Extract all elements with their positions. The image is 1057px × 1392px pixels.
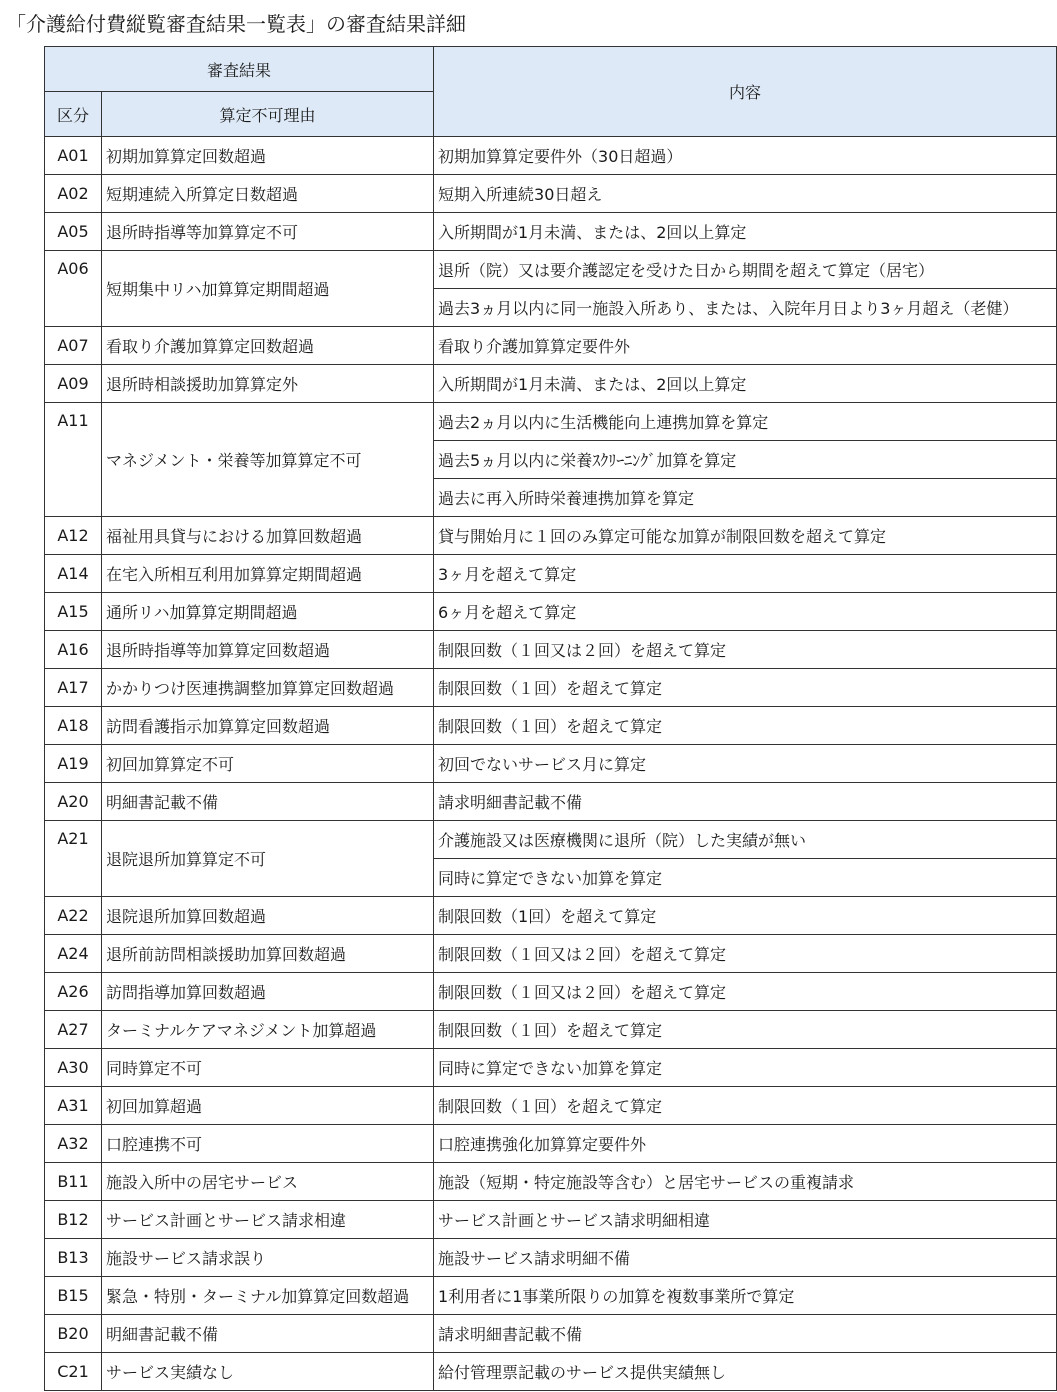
- review-result-table: [44, 46, 1057, 1391]
- row-content: 貸与開始月に１回のみ算定可能な加算が制限回数を超えて算定: [434, 517, 1057, 555]
- row-content: 請求明細書記載不備: [434, 783, 1057, 821]
- row-code: A01: [45, 137, 102, 175]
- row-code: B13: [45, 1239, 102, 1277]
- table-row: [45, 897, 1057, 935]
- table-row: [45, 555, 1057, 593]
- row-content: 入所期間が1月未満、または、2回以上算定: [434, 213, 1057, 251]
- row-code: A09: [45, 365, 102, 403]
- row-content: 短期入所連続30日超え: [434, 175, 1057, 213]
- row-content: 制限回数（１回）を超えて算定: [434, 1087, 1057, 1125]
- row-reason: 初回加算超過: [102, 1087, 434, 1125]
- row-reason: サービス実績なし: [102, 1353, 434, 1391]
- row-content: 施設サービス請求明細不備: [434, 1239, 1057, 1277]
- table-row: [45, 745, 1057, 783]
- table-row: [45, 669, 1057, 707]
- row-reason: 短期連続入所算定日数超過: [102, 175, 434, 213]
- row-content: 過去3ヵ月以内に同一施設入所あり、または、入院年月日より3ヶ月超え（老健）: [434, 289, 1057, 327]
- row-reason: 退所時指導等加算算定回数超過: [102, 631, 434, 669]
- row-reason: 訪問指導加算回数超過: [102, 973, 434, 1011]
- row-code: A17: [45, 669, 102, 707]
- row-code: A30: [45, 1049, 102, 1087]
- row-code: B11: [45, 1163, 102, 1201]
- row-content: 初期加算算定要件外（30日超過）: [434, 137, 1057, 175]
- row-content: 介護施設又は医療機関に退所（院）した実績が無い: [434, 821, 1057, 859]
- header-review-result: 審査結果: [45, 47, 434, 92]
- table-row: [45, 1201, 1057, 1239]
- row-reason: 退院退所加算回数超過: [102, 897, 434, 935]
- row-reason: 口腔連携不可: [102, 1125, 434, 1163]
- table-row: [45, 1125, 1057, 1163]
- row-reason: 訪問看護指示加算算定回数超過: [102, 707, 434, 745]
- row-code: A27: [45, 1011, 102, 1049]
- row-reason: 明細書記載不備: [102, 1315, 434, 1353]
- row-reason: 福祉用具貸与における加算回数超過: [102, 517, 434, 555]
- page-title: 「介護給付費縦覧審査結果一覧表」の審査結果詳細: [6, 12, 466, 36]
- row-content: 3ヶ月を超えて算定: [434, 555, 1057, 593]
- row-content: 初回でないサービス月に算定: [434, 745, 1057, 783]
- row-content: 施設（短期・特定施設等含む）と居宅サービスの重複請求: [434, 1163, 1057, 1201]
- row-code: A06: [45, 251, 102, 327]
- header-reason: 算定不可理由: [102, 92, 434, 137]
- row-reason: かかりつけ医連携調整加算算定回数超過: [102, 669, 434, 707]
- table-row: [45, 593, 1057, 631]
- row-content: 制限回数（１回又は２回）を超えて算定: [434, 631, 1057, 669]
- row-content: 過去に再入所時栄養連携加算を算定: [434, 479, 1057, 517]
- row-content: 過去2ヵ月以内に生活機能向上連携加算を算定: [434, 403, 1057, 441]
- table-row: [45, 1011, 1057, 1049]
- row-reason: 緊急・特別・ターミナル加算算定回数超過: [102, 1277, 434, 1315]
- row-content: 同時に算定できない加算を算定: [434, 1049, 1057, 1087]
- table-row: [45, 137, 1057, 175]
- table-row: [45, 1087, 1057, 1125]
- row-reason: 通所リハ加算算定期間超過: [102, 593, 434, 631]
- row-reason: 初期加算算定回数超過: [102, 137, 434, 175]
- table-header: [45, 47, 1057, 137]
- row-reason: 在宅入所相互利用加算算定期間超過: [102, 555, 434, 593]
- row-reason: 退所前訪問相談援助加算回数超過: [102, 935, 434, 973]
- table-row: [45, 1277, 1057, 1315]
- row-reason: 同時算定不可: [102, 1049, 434, 1087]
- row-content: 過去5ヵ月以内に栄養ｽｸﾘｰﾆﾝｸﾞ加算を算定: [434, 441, 1057, 479]
- row-content: 制限回数（1回）を超えて算定: [434, 897, 1057, 935]
- row-content: 1利用者に1事業所限りの加算を複数事業所で算定: [434, 1277, 1057, 1315]
- row-code: A19: [45, 745, 102, 783]
- row-content: 制限回数（１回）を超えて算定: [434, 1011, 1057, 1049]
- row-code: A16: [45, 631, 102, 669]
- row-code: A05: [45, 213, 102, 251]
- row-code: A22: [45, 897, 102, 935]
- row-reason: サービス計画とサービス請求相違: [102, 1201, 434, 1239]
- row-code: B20: [45, 1315, 102, 1353]
- table-row: [45, 517, 1057, 555]
- row-code: A02: [45, 175, 102, 213]
- row-content: 6ヶ月を超えて算定: [434, 593, 1057, 631]
- row-reason: 看取り介護加算算定回数超過: [102, 327, 434, 365]
- row-content: 退所（院）又は要介護認定を受けた日から期間を超えて算定（居宅）: [434, 251, 1057, 289]
- table-row: [45, 1163, 1057, 1201]
- table-row: [45, 783, 1057, 821]
- row-reason: 退所時相談援助加算算定外: [102, 365, 434, 403]
- row-code: A24: [45, 935, 102, 973]
- row-code: C21: [45, 1353, 102, 1391]
- header-content: 内容: [434, 47, 1057, 137]
- table-body: [45, 137, 1057, 1391]
- table-row: [45, 973, 1057, 1011]
- row-code: A21: [45, 821, 102, 897]
- table-row: [45, 213, 1057, 251]
- row-content: 制限回数（１回又は２回）を超えて算定: [434, 973, 1057, 1011]
- table-row: [45, 1315, 1057, 1353]
- row-content: 制限回数（１回）を超えて算定: [434, 669, 1057, 707]
- row-code: A11: [45, 403, 102, 517]
- row-code: A07: [45, 327, 102, 365]
- row-code: A20: [45, 783, 102, 821]
- table-row: [45, 175, 1057, 213]
- table-row: [45, 365, 1057, 403]
- table-row: [45, 631, 1057, 669]
- row-content: 入所期間が1月未満、または、2回以上算定: [434, 365, 1057, 403]
- header-category: 区分: [45, 92, 102, 137]
- row-content: 口腔連携強化加算算定要件外: [434, 1125, 1057, 1163]
- row-reason: 退所時指導等加算算定不可: [102, 213, 434, 251]
- row-code: A15: [45, 593, 102, 631]
- table-row: [45, 935, 1057, 973]
- row-code: A14: [45, 555, 102, 593]
- row-content: サービス計画とサービス請求明細相違: [434, 1201, 1057, 1239]
- row-code: A31: [45, 1087, 102, 1125]
- row-reason: 施設入所中の居宅サービス: [102, 1163, 434, 1201]
- table-row: [45, 403, 1057, 441]
- row-content: 同時に算定できない加算を算定: [434, 859, 1057, 897]
- row-reason: 退院退所加算算定不可: [102, 821, 434, 897]
- table-row: [45, 821, 1057, 859]
- table-row: [45, 707, 1057, 745]
- row-code: A18: [45, 707, 102, 745]
- table-row: [45, 1239, 1057, 1277]
- row-reason: 明細書記載不備: [102, 783, 434, 821]
- row-code: A32: [45, 1125, 102, 1163]
- row-reason: 短期集中リハ加算算定期間超過: [102, 251, 434, 327]
- row-code: A26: [45, 973, 102, 1011]
- row-reason: マネジメント・栄養等加算算定不可: [102, 403, 434, 517]
- table-row: [45, 1353, 1057, 1391]
- row-reason: 初回加算算定不可: [102, 745, 434, 783]
- row-reason: 施設サービス請求誤り: [102, 1239, 434, 1277]
- row-reason: ターミナルケアマネジメント加算超過: [102, 1011, 434, 1049]
- row-code: B15: [45, 1277, 102, 1315]
- row-code: A12: [45, 517, 102, 555]
- row-content: 給付管理票記載のサービス提供実績無し: [434, 1353, 1057, 1391]
- row-content: 制限回数（１回又は２回）を超えて算定: [434, 935, 1057, 973]
- table-row: [45, 251, 1057, 289]
- table-row: [45, 1049, 1057, 1087]
- row-content: 制限回数（１回）を超えて算定: [434, 707, 1057, 745]
- row-code: B12: [45, 1201, 102, 1239]
- row-content: 看取り介護加算算定要件外: [434, 327, 1057, 365]
- row-content: 請求明細書記載不備: [434, 1315, 1057, 1353]
- table-row: [45, 327, 1057, 365]
